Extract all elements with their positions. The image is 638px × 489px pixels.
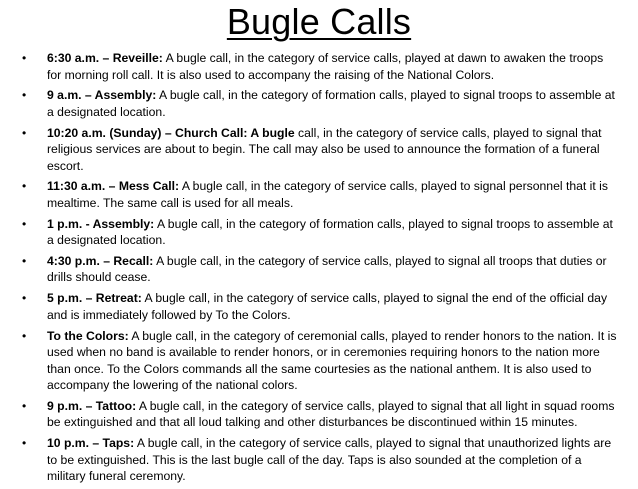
bullet-icon: • xyxy=(22,216,27,231)
bullet-icon: • xyxy=(22,179,27,194)
bullet-icon: • xyxy=(22,291,27,306)
item-text: call, in the category of service calls, played to signal that religious services are about to begin. The call may also be used to announce the formation of a funeral escort. xyxy=(47,125,602,173)
item-heading: 9 p.m. – Tattoo: xyxy=(47,398,137,413)
item-text: A bugle call, in the category of formation calls, played to signal troops to assemble at a designated location. xyxy=(47,88,615,119)
item-heading: 1 p.m. - Assembly: xyxy=(47,216,155,231)
list-item xyxy=(0,216,638,249)
list-item xyxy=(0,253,638,286)
item-text: A bugle call, in the category of formation calls, played to signal troops to assemble at a designated location. xyxy=(47,216,613,248)
item-text: A bugle call, in the category of service calls, played to signal personnel that it is mealtime. The same call is used for all meals. xyxy=(47,179,608,210)
list-item xyxy=(0,50,638,83)
item-text: A bugle call, in the category of service calls, played to signal all troops that duties or drills should cease. xyxy=(47,253,607,285)
item-heading: 4:30 p.m. – Recall: xyxy=(47,253,154,268)
bullet-icon: • xyxy=(22,328,27,343)
item-heading: 10:20 a.m. (Sunday) – Church Call: A bugle xyxy=(47,125,295,140)
item-text: A bugle call, in the category of ceremonial calls, played to render honors to the nation. It is used when no band is available to render honors, or in ceremonies requiring honors to the nation more than once. To the Colors commands all the same courtesies as the national anthem. It is also used to accompany the lowering of the national colors. xyxy=(47,328,617,393)
bullet-icon: • xyxy=(22,125,27,140)
bullet-icon: • xyxy=(22,398,27,413)
list-item xyxy=(0,125,638,175)
list-item xyxy=(0,178,638,211)
bullet-list xyxy=(0,50,638,489)
item-heading: 11:30 a.m. – Mess Call: xyxy=(47,179,180,194)
list-item xyxy=(0,87,638,120)
list-item xyxy=(0,435,638,485)
page-title: Bugle Calls xyxy=(226,1,412,42)
bullet-icon: • xyxy=(22,436,27,451)
list-item xyxy=(0,328,638,394)
item-heading: To the Colors: xyxy=(47,328,129,343)
item-text: A bugle call, in the category of service calls, played at dawn to awaken the troops for morning roll call. It is also used to accompany the raising of the National Colors. xyxy=(47,51,604,82)
item-text: A bugle call, in the category of service calls, played to signal the end of the official day and is immediately followed by To the Colors. xyxy=(47,291,608,322)
bullet-icon: • xyxy=(22,253,27,268)
item-heading: 6:30 a.m. – Reveille: xyxy=(47,51,163,65)
item-heading: 9 a.m. – Assembly: xyxy=(47,88,157,103)
bullet-icon: • xyxy=(22,88,27,103)
item-heading: 5 p.m. – Retreat: xyxy=(47,291,142,306)
bullet-icon: • xyxy=(22,51,27,65)
item-text: A bugle call, in the category of service calls, played to signal that all light in squad rooms be extinguished and that all loud talking and other disturbances be discontinued within 15 minutes. xyxy=(47,398,615,430)
item-heading: 10 p.m. – Taps: xyxy=(47,436,135,451)
list-item xyxy=(0,290,638,323)
item-text: A bugle call, in the category of service calls, played to signal that unauthorized lights are to be extinguished. This is the last bugle call of the day. Taps is also sounded at the completion of a military funeral ceremony. xyxy=(47,436,612,484)
list-item xyxy=(0,398,638,431)
